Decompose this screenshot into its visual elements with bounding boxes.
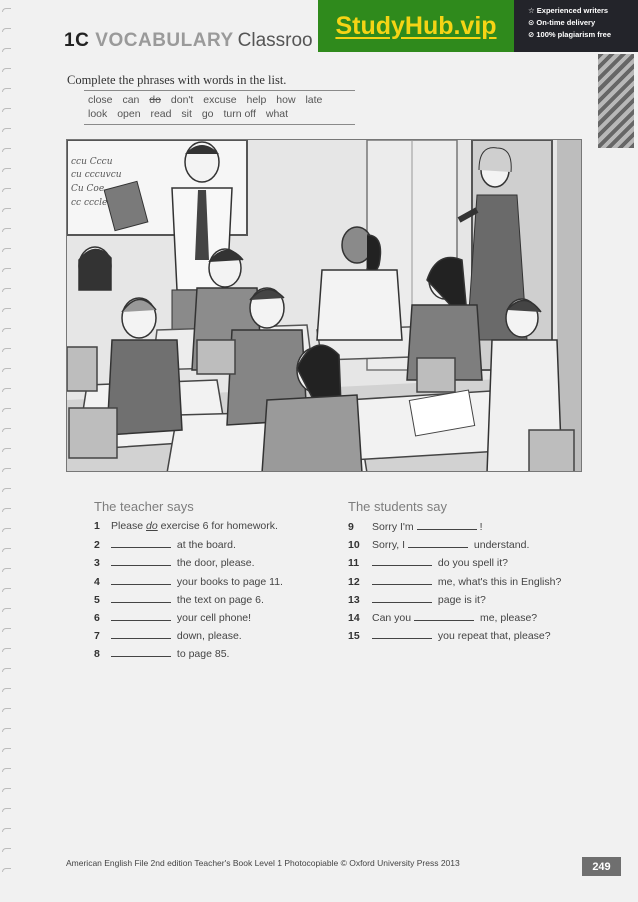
board-writing-line: cc cccle bbox=[71, 198, 108, 208]
item-text-before: Sorry, I bbox=[372, 539, 408, 552]
item-number: 13 bbox=[348, 593, 360, 606]
item-text-after: your books to page 11. bbox=[174, 575, 283, 588]
banner-feature-writers: ☆ Experienced writers bbox=[528, 6, 609, 15]
item-text-before: Can you bbox=[372, 611, 415, 624]
answer-blank[interactable] bbox=[111, 647, 171, 657]
answer-blank[interactable] bbox=[372, 575, 432, 585]
word-list-box bbox=[84, 90, 355, 125]
section-title: VOCABULARY bbox=[95, 30, 234, 51]
exercise-item bbox=[94, 575, 324, 593]
item-number: 9 bbox=[348, 521, 354, 533]
answer-blank[interactable] bbox=[408, 538, 468, 548]
word: late bbox=[305, 94, 323, 106]
item-text-before: Sorry I'm bbox=[372, 521, 417, 533]
studyhub-logo[interactable]: StudyHub.vip bbox=[318, 0, 514, 52]
binding-holes bbox=[2, 8, 14, 888]
word: don't bbox=[170, 94, 194, 106]
item-text-after: understand. bbox=[470, 539, 530, 552]
item-number: 6 bbox=[94, 611, 100, 624]
board-writing-line: cu cccuvcu bbox=[71, 170, 122, 180]
classroom-illustration bbox=[66, 139, 582, 472]
banner-feature-plagiarism: ⊘ 100% plagiarism free bbox=[528, 30, 611, 39]
exercise-item bbox=[348, 593, 598, 611]
word: help bbox=[246, 94, 267, 106]
word: look bbox=[88, 108, 108, 120]
page-number: 249 bbox=[582, 857, 621, 876]
item-number: 2 bbox=[94, 539, 100, 552]
item-text-after: at the board. bbox=[174, 539, 236, 552]
word-list-row-1 bbox=[88, 94, 355, 108]
exercise-item bbox=[348, 538, 598, 556]
answer-blank[interactable] bbox=[111, 611, 171, 621]
exercise-item bbox=[348, 520, 598, 538]
item-number: 15 bbox=[348, 630, 360, 643]
banner-features bbox=[514, 0, 638, 52]
example-answer: do bbox=[146, 520, 158, 532]
teacher-says-heading: The teacher says bbox=[94, 499, 194, 514]
answer-blank[interactable] bbox=[111, 538, 171, 548]
item-text-before: Please bbox=[111, 520, 147, 532]
item-number: 14 bbox=[348, 611, 360, 624]
instruction-text: Complete the phrases with words in the list. bbox=[67, 73, 287, 87]
answer-blank[interactable] bbox=[372, 629, 432, 639]
students-say-heading: The students say bbox=[348, 499, 447, 514]
answer-blank[interactable] bbox=[417, 520, 477, 530]
item-number: 1 bbox=[94, 520, 100, 532]
answer-blank[interactable] bbox=[111, 593, 171, 603]
exercise-item bbox=[348, 575, 598, 593]
item-number: 8 bbox=[94, 648, 100, 661]
exercise-item bbox=[94, 611, 324, 629]
page-footer: American English File 2nd edition Teacher's Book Level 1 Photocopiable © Oxford University Press 2013 bbox=[66, 858, 460, 868]
answer-blank[interactable] bbox=[414, 611, 474, 621]
word: read bbox=[150, 108, 172, 120]
corner-decoration bbox=[598, 54, 634, 148]
item-number: 7 bbox=[94, 630, 100, 643]
word: excuse bbox=[203, 94, 237, 106]
item-text-after: you repeat that, please? bbox=[435, 630, 551, 643]
item-number: 12 bbox=[348, 575, 360, 588]
exercise-item bbox=[94, 647, 324, 665]
answer-blank[interactable] bbox=[111, 629, 171, 639]
exercise-item bbox=[94, 538, 324, 556]
word: close bbox=[88, 94, 113, 106]
item-text-after: your cell phone! bbox=[174, 611, 252, 624]
item-number: 5 bbox=[94, 593, 100, 606]
banner-feature-delivery: ⊙ On-time delivery bbox=[528, 18, 596, 27]
item-text-after: me, what's this in English? bbox=[435, 575, 562, 588]
exercise-item bbox=[94, 629, 324, 647]
answer-blank[interactable] bbox=[111, 556, 171, 566]
word: sit bbox=[181, 108, 192, 120]
exercise-item bbox=[94, 556, 324, 574]
item-text-after: me, please? bbox=[477, 611, 538, 624]
item-text-after: the door, please. bbox=[174, 557, 255, 570]
word: go bbox=[201, 108, 214, 120]
classroom-scene bbox=[67, 140, 582, 472]
item-number: 11 bbox=[348, 557, 360, 570]
page-header bbox=[64, 30, 313, 52]
students-say-section bbox=[348, 499, 598, 647]
word-list-row-2 bbox=[88, 108, 355, 122]
item-text-after: to page 85. bbox=[174, 648, 230, 661]
word-crossed-out: do bbox=[149, 94, 161, 106]
studyhub-banner[interactable] bbox=[318, 0, 638, 52]
section-topic: Classroo bbox=[237, 30, 313, 51]
exercise-item bbox=[348, 556, 598, 574]
answer-blank[interactable] bbox=[111, 575, 171, 585]
item-text-after: the text on page 6. bbox=[174, 593, 264, 606]
word: turn off bbox=[223, 108, 256, 120]
board-writing-line: Cu Coe bbox=[71, 184, 105, 194]
item-number: 4 bbox=[94, 575, 100, 588]
item-text-after: exercise 6 for homework. bbox=[157, 520, 278, 532]
item-text-after: down, please. bbox=[174, 630, 242, 643]
exercise-item bbox=[94, 520, 324, 538]
item-text-after: page is it? bbox=[435, 593, 486, 606]
word: open bbox=[117, 108, 141, 120]
word: can bbox=[122, 94, 140, 106]
board-writing-line: ccu Cccu bbox=[71, 157, 113, 167]
exercise-item bbox=[348, 629, 598, 647]
word: what bbox=[265, 108, 289, 120]
exercise-item bbox=[94, 593, 324, 611]
exercise-item bbox=[348, 611, 598, 629]
item-text-after: ! bbox=[479, 521, 483, 533]
item-number: 3 bbox=[94, 557, 100, 570]
teacher-says-section bbox=[94, 499, 324, 666]
answer-blank[interactable] bbox=[372, 556, 432, 566]
item-number: 10 bbox=[348, 539, 360, 552]
section-code: 1C bbox=[64, 30, 90, 51]
answer-blank[interactable] bbox=[372, 593, 432, 603]
word: how bbox=[276, 94, 296, 106]
item-text-after: do you spell it? bbox=[435, 557, 508, 570]
